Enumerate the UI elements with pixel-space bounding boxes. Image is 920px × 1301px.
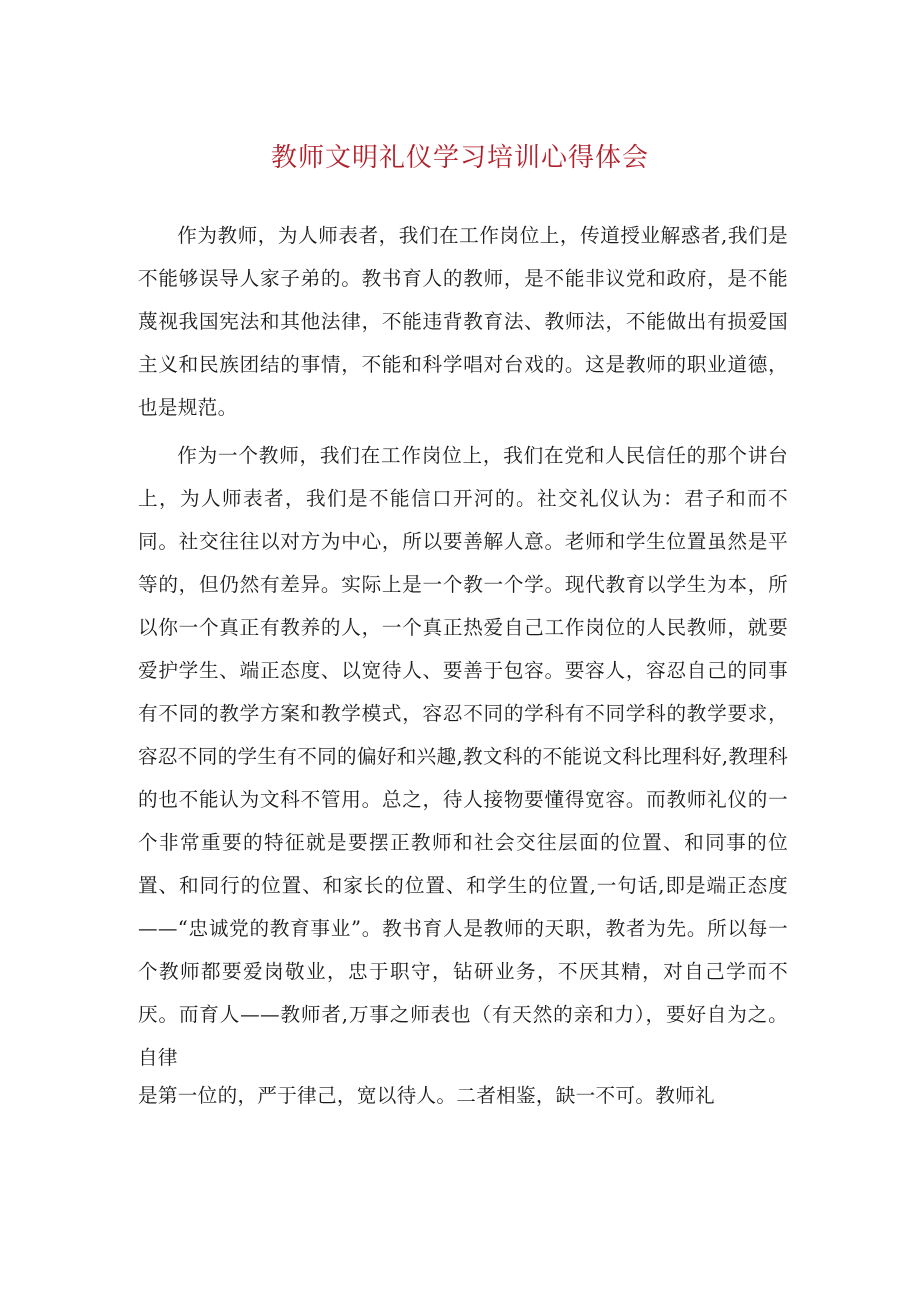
- paragraph-2: 作为一个教师，我们在工作岗位上，我们在党和人民信任的那个讲台上，为人师表者，我们是不能信口开河的。社交礼仪认为：君子和而不同。社交往往以对方为中心，所以要善解人意。老师和学生位置虽然是平等的，但仍然有差异。实际上是一个教一个学。现代教育以学生为本，所以你一个真正有教养的人，一个真正热爱自己工作岗位的人民教师，就要爱护学生、端正态度、以宽待人、要善于包容。要容人，容忍自己的同事有不同的教学方案和教学模式，容忍不同的学科有不同学科的教学要求，容忍不同的学生有不同的偏好和兴趣,教文科的不能说文科比理科好,教理科的也不能认为文科不管用。总之，待人接物要懂得宽容。而教师礼仪的一个非常重要的特征就是要摆正教师和社会交往层面的位置、和同事的位置、和同行的位置、和家长的位置、和学生的位置,一句话,即是端正态度——“忠诚党的教育事业”。教书育人是教师的天职，教者为先。所以每一个教师都要爱岗敬业，忠于职守，钻研业务，不厌其精，对自己学而不厌。而育人——教师者,万事之师表也（有天然的亲和力），要好自为之。自律: [138, 444, 788, 1069]
- paragraph-3: 是第一位的，严于律己，宽以待人。二者相鉴，缺一不可。教师礼: [138, 1084, 715, 1107]
- document-body: [138, 214, 788, 1112]
- document-title: 教师文明礼仪学习培训心得体会: [270, 143, 649, 173]
- paragraph-1: 作为教师，为人师表者，我们在工作岗位上，传道授业解惑者,我们是不能够误导人家子弟的。教书育人的教师，是不能非议党和政府，是不能蔑视我国宪法和其他法律，不能违背教育法、教师法，不能做出有损爱国主义和民族团结的事情，不能和科学唱对台戏的。这是教师的职业道德，也是规范。: [138, 224, 788, 419]
